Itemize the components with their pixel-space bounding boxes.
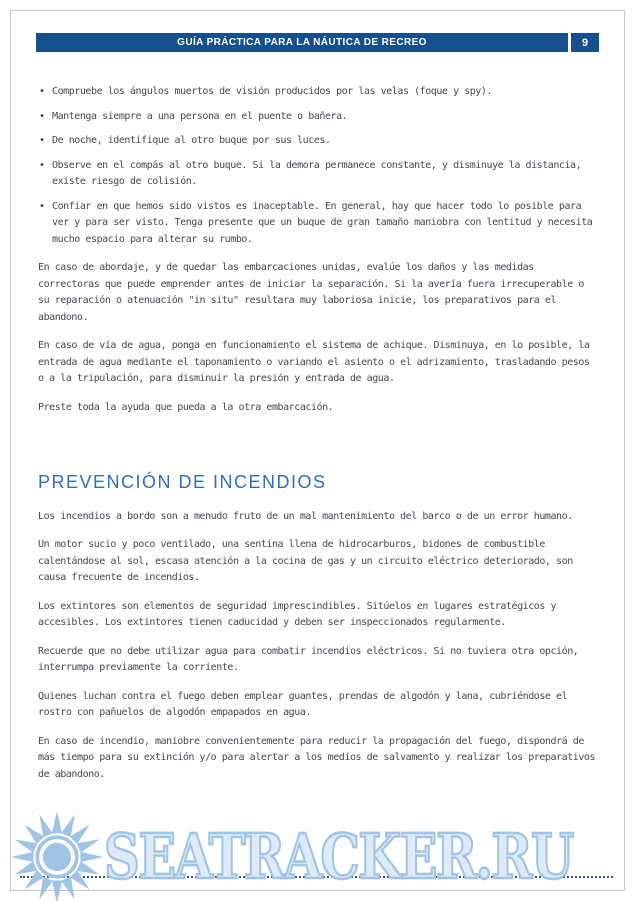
paragraph: En caso de abordaje, y de quedar las embarcaciones unidas, evalúe los daños y las medidas correctoras que puede emprender antes de iniciar la separación. Si la avería fuera irrecuperable o su reparación o atenuación "in situ" resultara muy laboriosa inicie, los preparativos para el abandono. bbox=[38, 262, 584, 323]
paragraph: En caso de incendio, maniobre convenientemente para reducir la propagación del fuego, dispondrá de más tiempo para su extinción y/o para alertar a los medios de salvamento y realizar los preparativos de abandono. bbox=[38, 735, 596, 780]
page-header bbox=[36, 33, 599, 52]
watermark-text: SEATRACKER.RU bbox=[104, 820, 573, 893]
bullet-item bbox=[38, 109, 598, 126]
bullet-item bbox=[38, 158, 598, 191]
bullet-text: Mantenga siempre a una persona en el puente o bañera. bbox=[52, 110, 348, 122]
header-title-bar bbox=[36, 33, 568, 52]
bullet-text: Observe en el compás al otro buque. Si la demora permanece constante, y disminuye la distancia, existe riesgo de colisión. bbox=[52, 159, 582, 187]
paragraph: Los extintores son elementos de seguridad imprescindibles. Sitúelos en lugares estratégicos y accesibles. Los extintores tienen caducidad y deben ser inspeccionados regularmente. bbox=[38, 600, 557, 628]
bullet-item bbox=[38, 133, 598, 150]
header-title: GUÍA PRÁCTICA PARA LA NÁUTICA DE RECREO bbox=[177, 37, 427, 48]
paragraph: En caso de vía de agua, ponga en funcionamiento el sistema de achique. Disminuya, en lo posible, la entrada de agua mediante el taponamiento o variando el asiento o el adrizamiento, trasladando pesos o a la tripulación, para disminuir la presión y entrada de agua. bbox=[38, 340, 590, 384]
page-content bbox=[38, 84, 598, 795]
paragraph: Un motor sucio y poco ventilado, una sentina llena de hidrocarburos, bidones de combustible calentándose al sol, escasa atención a la cocina de gas y un circuito eléctrico deteriorado, son causa frecuente de incendios. bbox=[38, 539, 573, 583]
page-number: 9 bbox=[581, 36, 589, 49]
bullet-text: De noche, identifique al otro buque por sus luces. bbox=[52, 135, 331, 146]
bullet-item bbox=[38, 199, 598, 249]
bullet-list bbox=[38, 84, 598, 248]
watermark bbox=[10, 810, 635, 901]
paragraph: Quienes luchan contra el fuego deben emplear guantes, prendas de algodón y lana, cubriéndose el rostro con pañuelos de algodón empapados en agua. bbox=[38, 690, 568, 718]
paragraph: Recuerde que no debe utilizar agua para combatir incendios eléctricos. Si no tuviera otra opción, interrumpa previamente la corriente. bbox=[38, 645, 579, 673]
bullet-text: Compruebe los ángulos muertos de visión producidos por las velas (foque y spy). bbox=[52, 86, 493, 97]
sun-icon bbox=[10, 810, 104, 901]
paragraph: Los incendios a bordo son a menudo fruto de un mal mantenimiento del barco o de un error humano. bbox=[38, 510, 573, 522]
bullet-text: Confiar en que hemos sido vistos es inaceptable. En general, hay que hacer todo lo posible para ver y para ser visto. Tenga presente que un buque de gran tamaño maniobra con lentitud y necesita mucho espacio para alterar su rumbo. bbox=[52, 200, 593, 245]
bullet-item bbox=[38, 84, 598, 101]
section-heading: PREVENCIÓN DE INCENDIOS bbox=[38, 472, 327, 492]
paragraph: Preste toda la ayuda que pueda a la otra embarcación. bbox=[38, 401, 334, 413]
page-number-box bbox=[571, 33, 599, 52]
